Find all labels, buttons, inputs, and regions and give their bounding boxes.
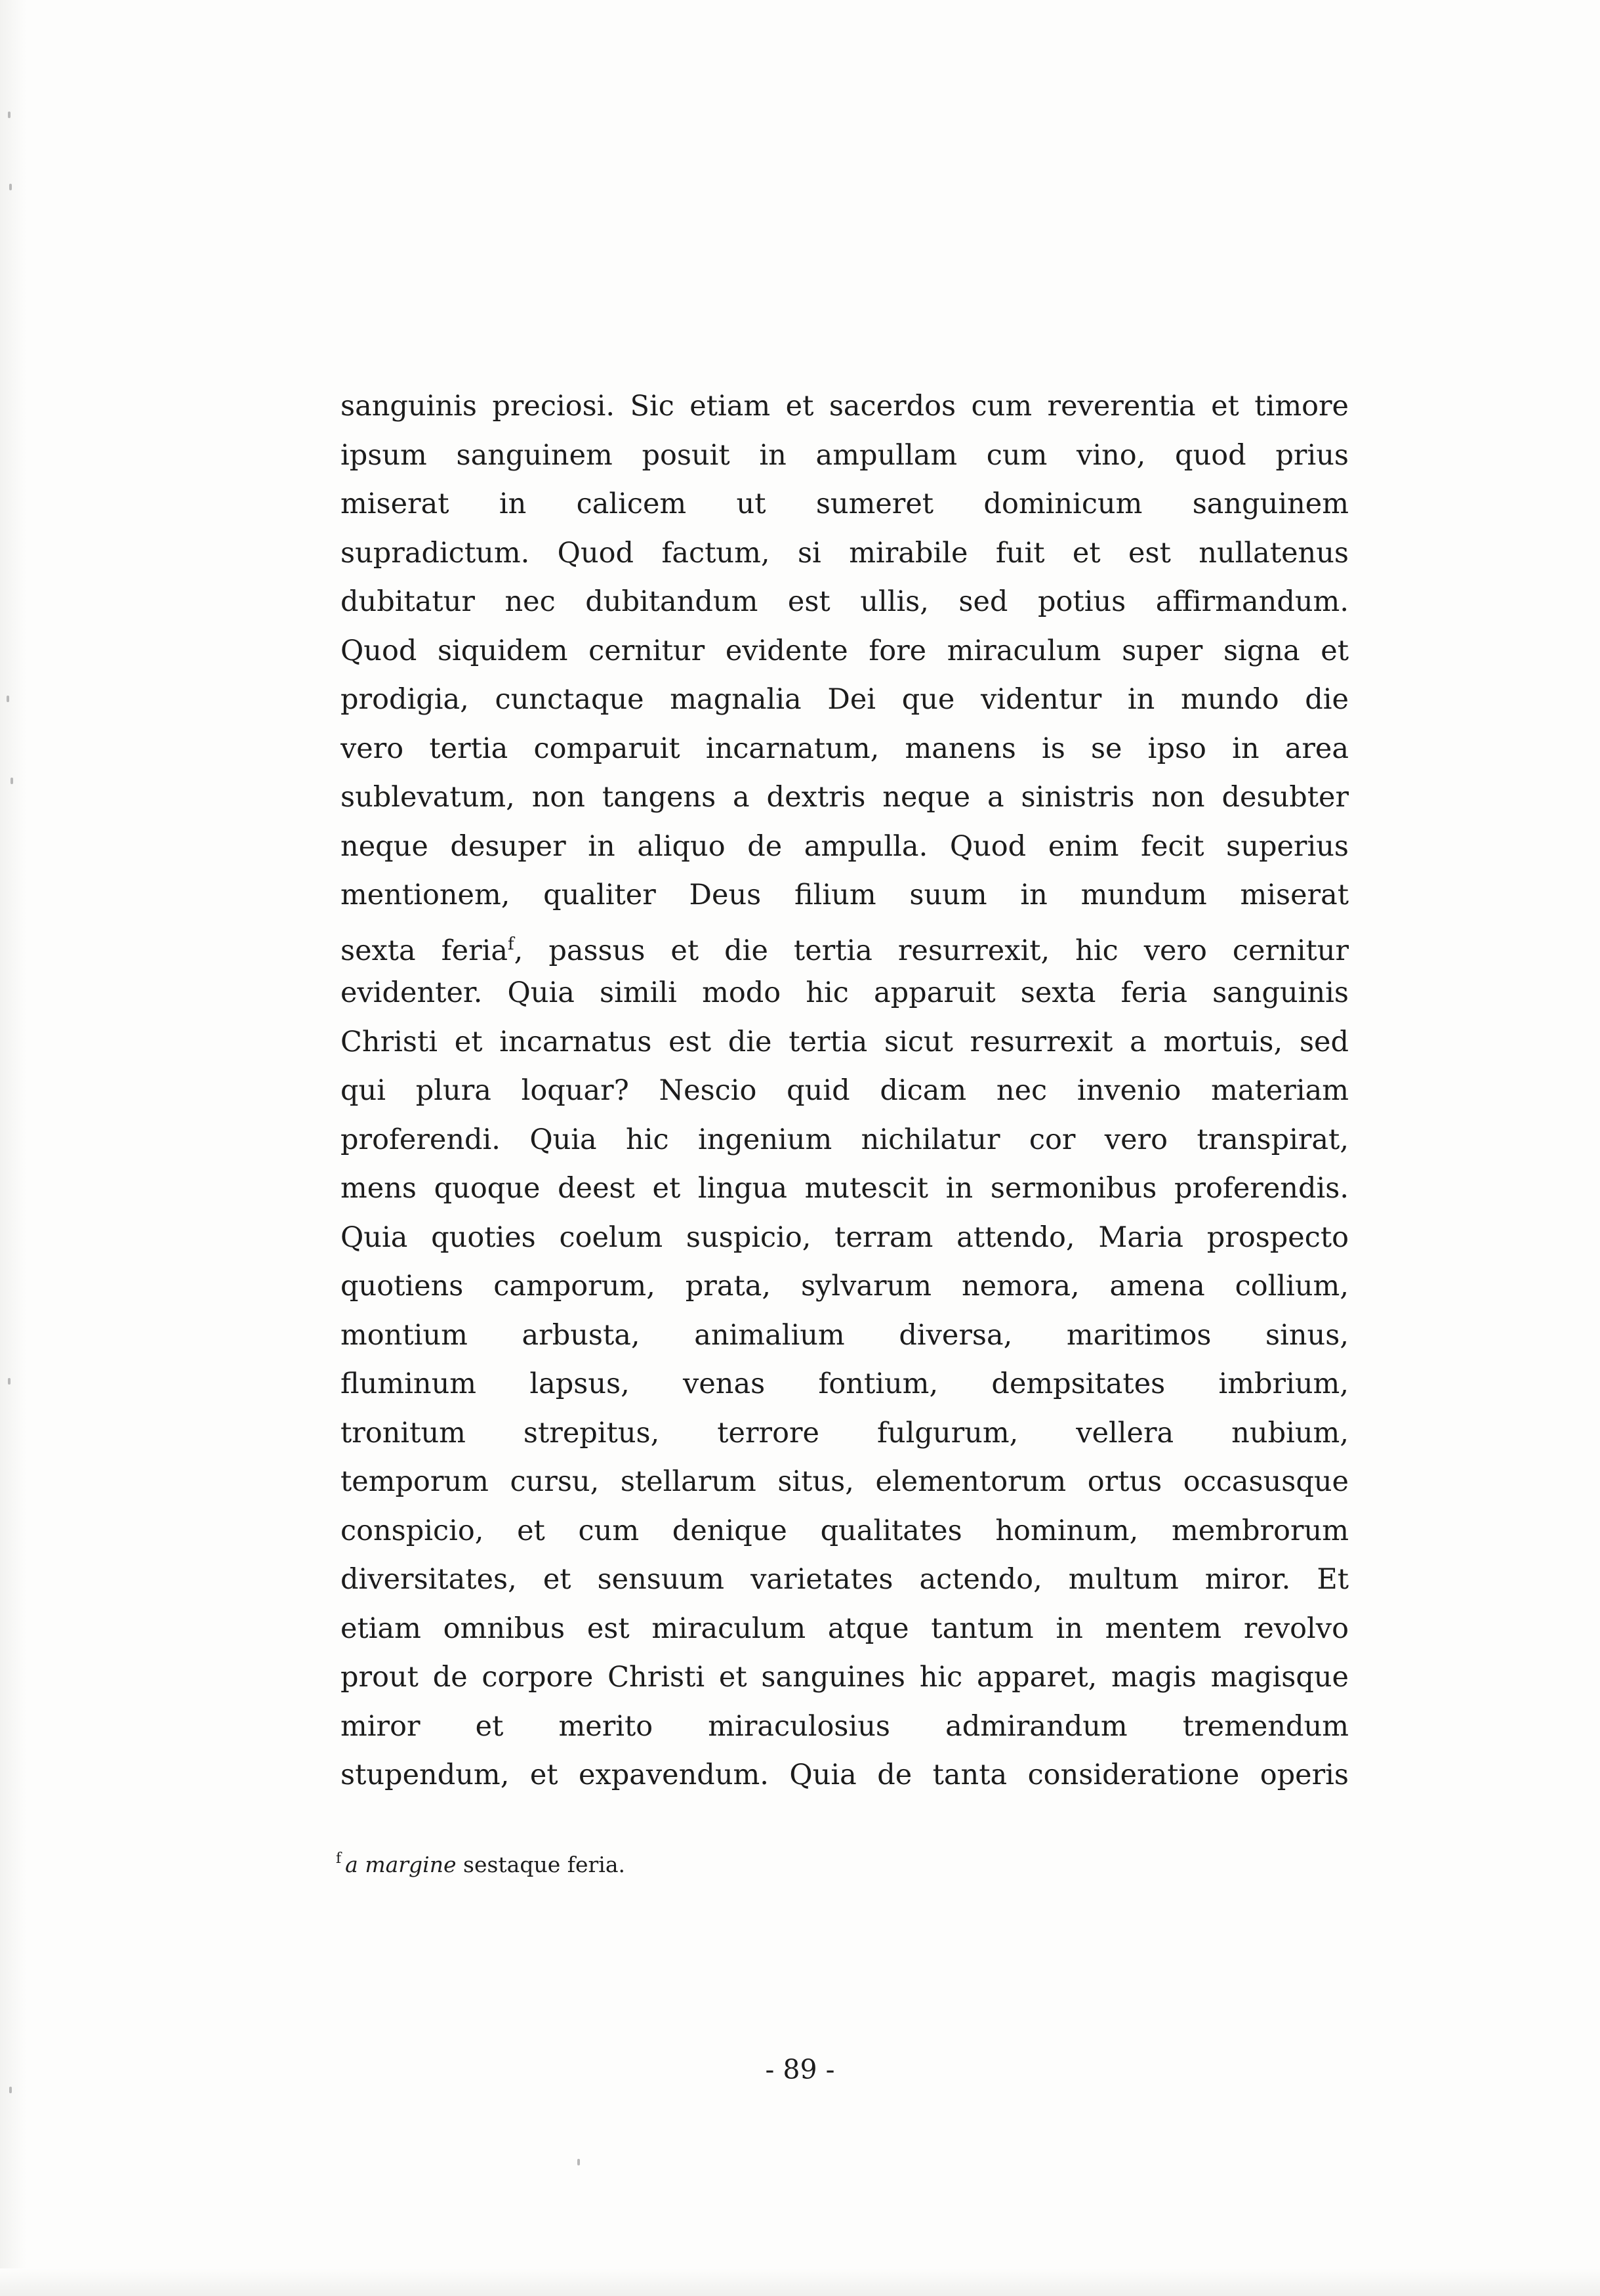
text-line: evidenter. Quia simili modo hic apparuit sexta feria sanguinis	[340, 976, 1349, 1009]
text-segment: , passus et die tertia resurrexit, hic vero cernitur	[514, 934, 1349, 967]
text-line: supradictum. Quod factum, si mirabile fuit et est nullatenus	[340, 536, 1349, 570]
scan-speck	[8, 112, 10, 118]
text-line: sublevatum, non tangens a dextris neque a sinistris non desubter	[340, 781, 1349, 814]
page-number: - 89 -	[765, 2054, 835, 2085]
text-line: montium arbusta, animalium diversa, maritimos sinus,	[340, 1318, 1349, 1352]
text-line: vero tertia comparuit incarnatum, manens is se ipso in area	[340, 732, 1349, 765]
text-line: etiam omnibus est miraculum atque tantum in mentem revolvo	[340, 1612, 1349, 1645]
text-line: Quod siquidem cernitur evidente fore miraculum super signa et	[340, 634, 1349, 667]
text-line: prodigia, cunctaque magnalia Dei que videntur in mundo die	[340, 683, 1349, 716]
scan-speck	[9, 184, 12, 190]
scan-speck	[10, 778, 13, 784]
footnote-text: sestaque feria.	[456, 1852, 625, 1877]
footnote-marker: f	[336, 1850, 342, 1867]
text-line: fluminum lapsus, venas fontium, dempsitates imbrium,	[340, 1367, 1349, 1400]
text-line: diversitates, et sensuum varietates actendo, multum miror. Et	[340, 1563, 1349, 1596]
text-line: sanguinis preciosi. Sic etiam et sacerdos cum reverentia et timore	[340, 390, 1349, 423]
text-line-with-footnote-ref	[340, 920, 1349, 969]
bottom-edge-shadow	[0, 2268, 1600, 2296]
text-line: tronitum strepitus, terrore fulgurum, vellera nubium,	[340, 1416, 1349, 1450]
scan-speck	[9, 2087, 12, 2093]
scan-speck	[8, 1378, 10, 1385]
scan-speck	[7, 696, 9, 702]
text-line: proferendi. Quia hic ingenium nichilatur cor vero transpirat,	[340, 1123, 1349, 1156]
text-line: Christi et incarnatus est die tertia sicut resurrexit a mortuis, sed	[340, 1025, 1349, 1058]
text-line: Quia quoties coelum suspicio, terram attendo, Maria prospecto	[340, 1221, 1349, 1254]
text-line: conspicio, et cum denique qualitates hominum, membrorum	[340, 1514, 1349, 1547]
text-line: mens quoque deest et lingua mutescit in sermonibus proferendis.	[340, 1172, 1349, 1205]
footnote	[336, 1850, 625, 1877]
text-line: ipsum sanguinem posuit in ampullam cum vino, quod prius	[340, 438, 1349, 472]
text-line: qui plura loquar? Nescio quid dicam nec invenio materiam	[340, 1074, 1349, 1107]
text-line: miserat in calicem ut sumeret dominicum sanguinem	[340, 488, 1349, 520]
text-line: neque desuper in aliquo de ampulla. Quod enim fecit superius	[340, 829, 1349, 863]
text-line: temporum cursu, stellarum situs, elementorum ortus occasusque	[340, 1465, 1349, 1498]
text-line: mentionem, qualiter Deus filium suum in mundum miserat	[340, 879, 1349, 911]
scan-speck	[577, 2159, 580, 2165]
footnote-reference: f	[508, 934, 514, 954]
binding-edge	[0, 0, 26, 2296]
text-line: quotiens camporum, prata, sylvarum nemora, amena collium,	[340, 1270, 1349, 1303]
footnote-italic: a margine	[345, 1852, 457, 1877]
body-text	[340, 382, 1349, 1800]
text-line: prout de corpore Christi et sanguines hic apparet, magis magisque	[340, 1661, 1349, 1694]
text-line: stupendum, et expavendum. Quia de tanta consideratione operis	[340, 1759, 1349, 1791]
text-line: dubitatur nec dubitandum est ullis, sed potius affirmandum.	[340, 585, 1349, 618]
text-segment: sexta feria	[340, 934, 508, 967]
text-line: miror et merito miraculosius admirandum tremendum	[340, 1709, 1349, 1743]
